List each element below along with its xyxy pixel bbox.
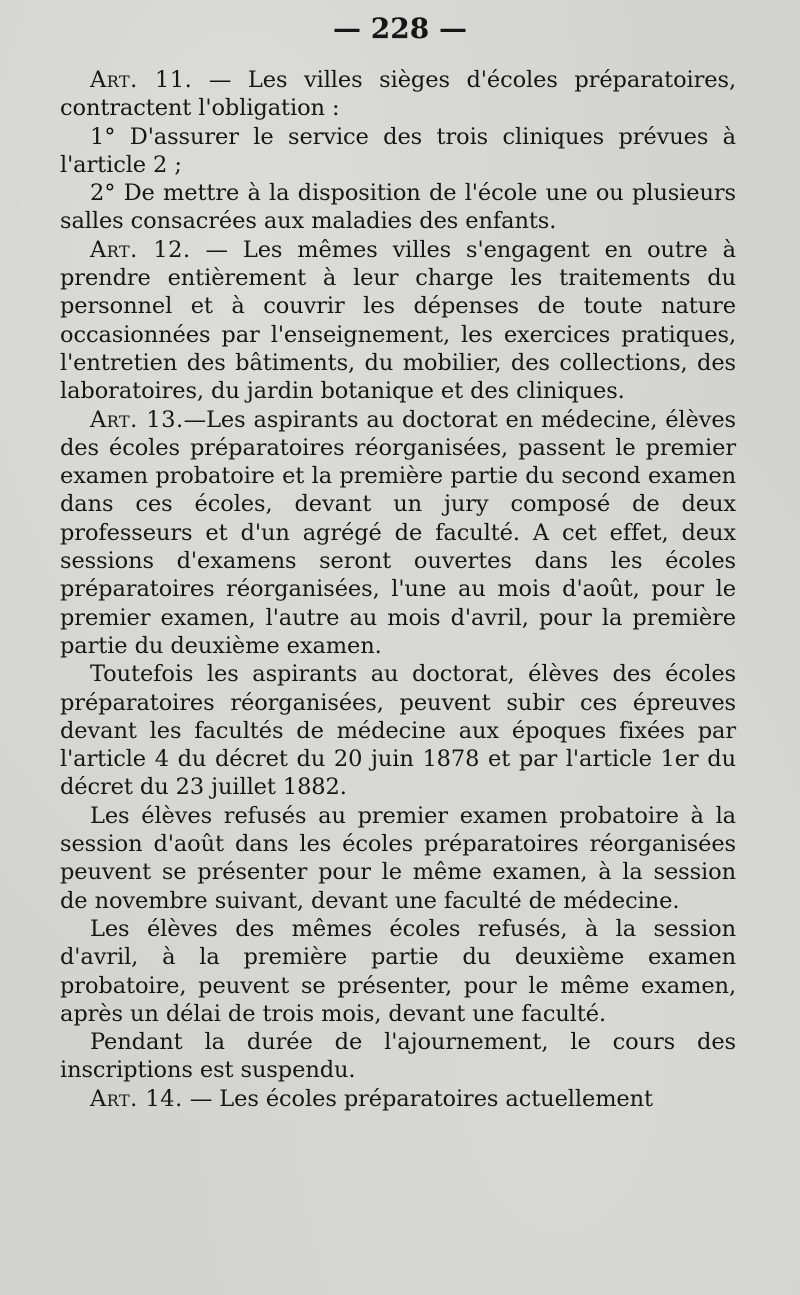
paragraph-text: — Les villes sièges d'écoles préparatoires, contractent l'obligation : bbox=[60, 67, 736, 122]
paragraph-text: —Les aspirants au doctorat en médecine, élèves des écoles préparatoires réorganisées, passent le premier examen probatoire et la première partie du second examen dans ces écoles, devant un jury composé de deux professeurs et d'un agrégé de faculté. A cet effet, deux sessions d'examens seront ouvertes dans les écoles préparatoires réorganisées, l'une au mois d'août, pour le premier examen, l'autre au mois d'avril, pour la première partie du deuxième examen. bbox=[60, 406, 737, 659]
paragraph-text: Toutefois les aspirants au doctorat, élèves des écoles préparatoires réorganisées, peuvent subir ces épreuves devant les facultés de médecine aux époques fixées par l'article 4 du décret du 20 juin 1878 et par l'article 1er du décret du 23 juillet 1882. bbox=[60, 661, 736, 801]
paragraph-text: Pendant la durée de l'ajournement, le cours des inscriptions est suspendu. bbox=[60, 1029, 736, 1084]
page-body bbox=[60, 66, 736, 1113]
paragraph-ajournement bbox=[60, 1028, 736, 1085]
article-label: Art. 12. bbox=[90, 236, 191, 263]
paragraph-item-1 bbox=[60, 123, 736, 180]
paragraph-art-11 bbox=[60, 66, 736, 123]
article-label: Art. 13. bbox=[90, 406, 184, 433]
paragraph-text: Les élèves refusés au premier examen probatoire à la session d'août dans les écoles préparatoires réorganisées peuvent se présenter pour le même examen, à la session de novembre suivant, devant une faculté de médecine. bbox=[60, 802, 736, 914]
paragraph-art-13 bbox=[60, 406, 736, 661]
article-label: Art. 11. bbox=[90, 67, 193, 93]
paragraph-toutefois bbox=[60, 660, 736, 801]
paragraph-art-14 bbox=[60, 1085, 736, 1113]
page-number: — 228 — bbox=[333, 12, 467, 45]
article-label: Art. 14. bbox=[90, 1085, 183, 1112]
paragraph-text: Les élèves des mêmes écoles refusés, à la session d'avril, à la première partie du deuxième examen probatoire, peuvent se présenter, pour le même examen, après un délai de trois mois, devant une faculté. bbox=[60, 915, 736, 1027]
paragraph-text: 2° De mettre à la disposition de l'école une ou plusieurs salles consacrées aux maladies des enfants. bbox=[60, 180, 736, 235]
paragraph-text: — Les écoles préparatoires actuellement bbox=[182, 1085, 653, 1112]
paragraph-eleves-refuses bbox=[60, 802, 736, 915]
paragraph-text: — Les mêmes villes s'engagent en outre à prendre entièrement à leur charge les traitements du personnel et à couvrir les dépenses de toute nature occasionnées par l'enseignement, les exercices pratiques, l'entretien des bâtiments, du mobilier, des collections, des laboratoires, du jardin botanique et des cliniques. bbox=[60, 236, 736, 405]
paragraph-art-12 bbox=[60, 236, 736, 406]
paragraph-item-2 bbox=[60, 179, 736, 236]
paragraph-memes-ecoles bbox=[60, 915, 736, 1028]
paragraph-text: 1° D'assurer le service des trois cliniques prévues à l'article 2 ; bbox=[60, 123, 736, 178]
